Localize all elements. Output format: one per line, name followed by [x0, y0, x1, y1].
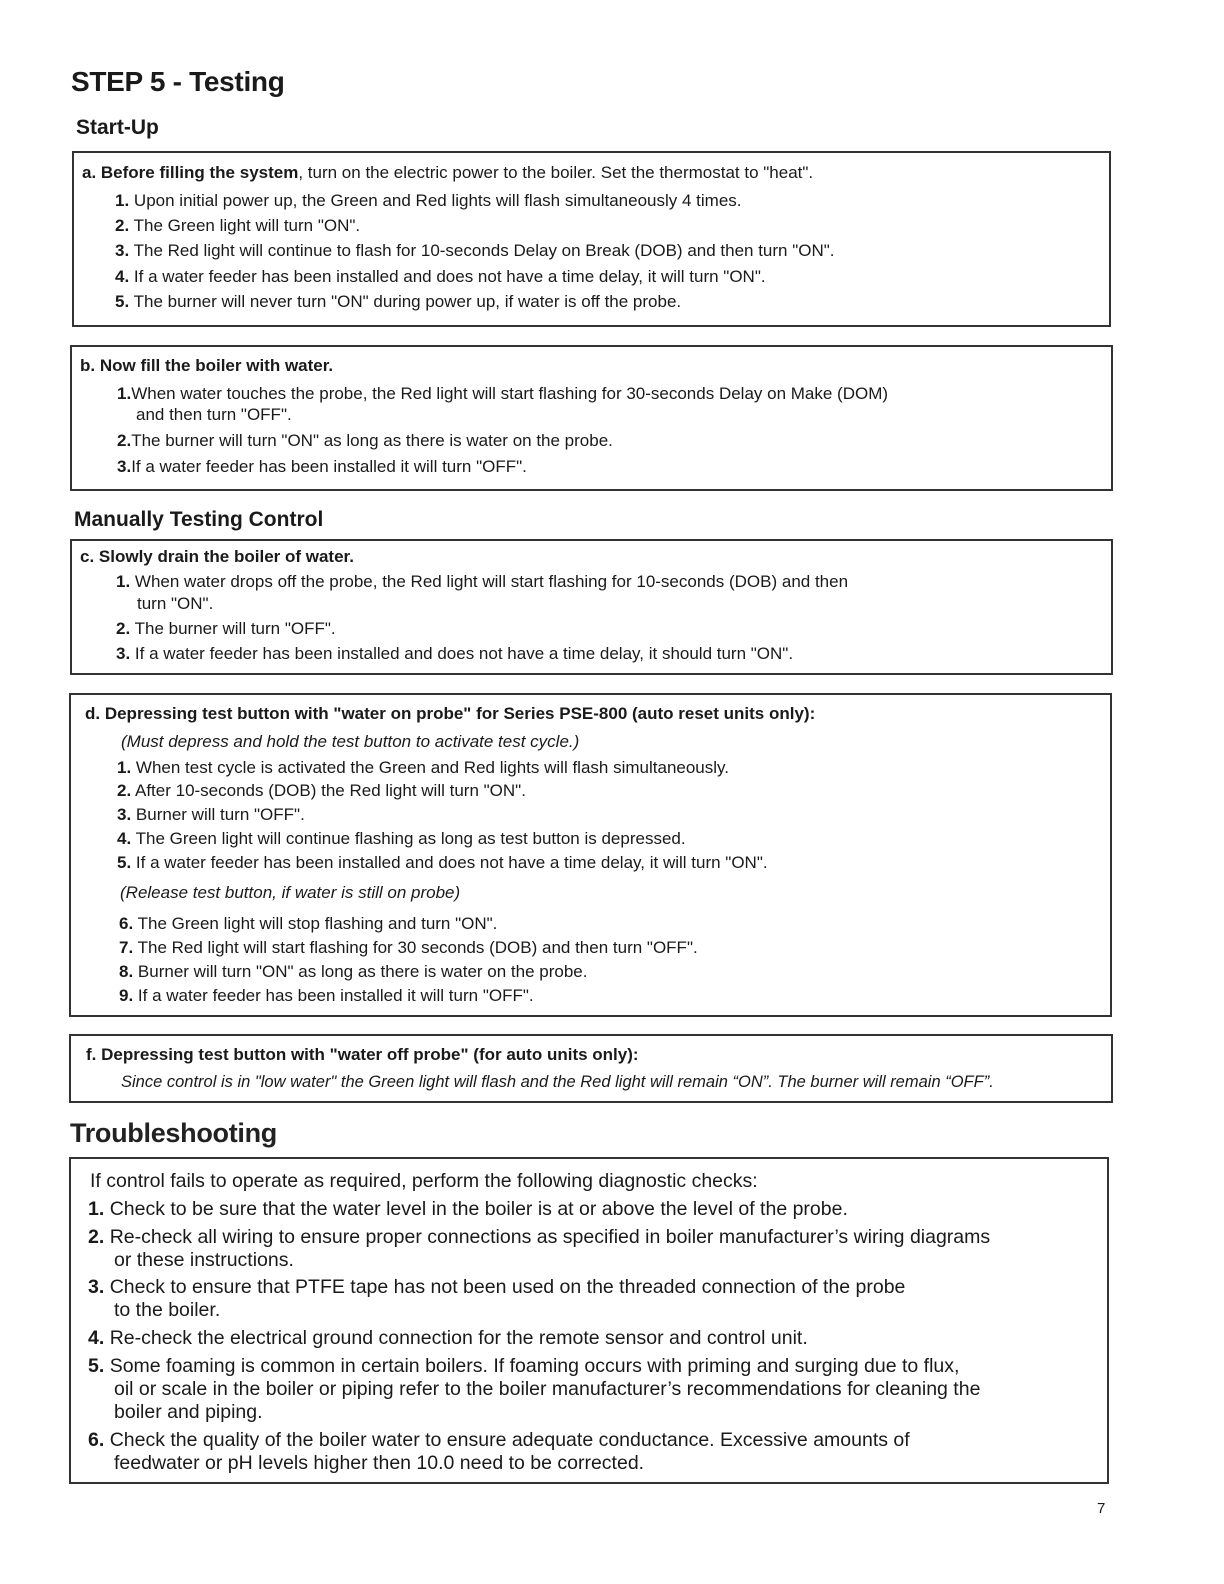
box-a-lead [82, 163, 813, 183]
list-item: 4. Re-check the electrical ground connection for the remote sensor and control unit. [88, 1327, 808, 1349]
list-item: 2. After 10-seconds (DOB) the Red light will turn "ON". [117, 781, 526, 800]
list-item: 5. If a water feeder has been installed and does not have a time delay, it will turn "ON". [117, 853, 768, 872]
list-item: 5. Some foaming is common in certain boilers. If foaming occurs with priming and surging due to flux, [88, 1355, 960, 1377]
list-item: 3. If a water feeder has been installed and does not have a time delay, it should turn "ON". [116, 644, 794, 663]
list-item: 2.The burner will turn "ON" as long as there is water on the probe. [117, 431, 613, 450]
list-item: 1. When test cycle is activated the Green and Red lights will flash simultaneously. [117, 758, 729, 777]
list-item: 2. The burner will turn "OFF". [116, 619, 336, 638]
box-c-heading: c. Slowly drain the boiler of water. [80, 547, 354, 566]
list-item: 6. The Green light will stop flashing and turn "ON". [119, 914, 498, 933]
troubleshooting-title: Troubleshooting [70, 1118, 277, 1148]
list-item: 3. The Red light will continue to flash for 10-seconds Delay on Break (DOB) and then turn "ON". [115, 241, 835, 260]
list-item: 2. The Green light will turn "ON". [115, 216, 361, 235]
box-a-lead-bold: a. Before filling the system [82, 163, 299, 182]
list-item: 9. If a water feeder has been installed it will turn "OFF". [119, 986, 534, 1005]
troubleshooting-intro: If control fails to operate as required, perform the following diagnostic checks: [90, 1170, 758, 1192]
box-d-note: (Release test button, if water is still on probe) [120, 883, 461, 902]
list-item: 3. Check to ensure that PTFE tape has not been used on the threaded connection of the probe [88, 1276, 906, 1298]
box-f-heading: f. Depressing test button with "water off probe" (for auto units only): [86, 1045, 639, 1064]
list-item: 3. Burner will turn "OFF". [117, 805, 305, 824]
list-item: 1. When water drops off the probe, the Red light will start flashing for 10-seconds (DOB) and then [116, 572, 849, 591]
list-item: 8. Burner will turn "ON" as long as there is water on the probe. [119, 962, 588, 981]
box-d-note: (Must depress and hold the test button to activate test cycle.) [121, 732, 580, 751]
list-item-continuation: oil or scale in the boiler or piping refer to the boiler manufacturer’s recommendations for cleaning the [114, 1378, 981, 1400]
startup-heading: Start-Up [76, 116, 159, 139]
list-item: 5. The burner will never turn "ON" during power up, if water is off the probe. [115, 292, 682, 311]
list-item: 4. The Green light will continue flashing as long as test button is depressed. [117, 829, 686, 848]
list-item: 4. If a water feeder has been installed and does not have a time delay, it will turn "ON". [115, 267, 766, 286]
list-item: 1.When water touches the probe, the Red light will start flashing for 30-seconds Delay on Make (DOM) [117, 384, 889, 403]
list-item-continuation: and then turn "OFF". [136, 405, 292, 424]
box-d-heading: d. Depressing test button with "water on probe" for Series PSE-800 (auto reset units only): [85, 704, 816, 723]
box-b-heading: b. Now fill the boiler with water. [80, 356, 334, 375]
list-item-continuation: to the boiler. [114, 1299, 221, 1321]
list-item-continuation: boiler and piping. [114, 1401, 263, 1423]
list-item: 6. Check the quality of the boiler water to ensure adequate conductance. Excessive amounts of [88, 1429, 910, 1451]
page-title: STEP 5 - Testing [71, 66, 285, 97]
manual-testing-heading: Manually Testing Control [74, 508, 324, 531]
list-item-continuation: feedwater or pH levels higher then 10.0 need to be corrected. [114, 1452, 645, 1474]
list-item: 7. The Red light will start flashing for 30 seconds (DOB) and then turn "OFF". [119, 938, 698, 957]
list-item: 3.If a water feeder has been installed it will turn "OFF". [117, 457, 527, 476]
list-item: 1. Check to be sure that the water level in the boiler is at or above the level of the probe. [88, 1198, 848, 1220]
page-number: 7 [1097, 1500, 1106, 1517]
list-item-continuation: turn "ON". [137, 594, 214, 613]
box-a-lead-rest: , turn on the electric power to the boiler. Set the thermostat to "heat". [298, 163, 814, 182]
list-item: 1. Upon initial power up, the Green and Red lights will flash simultaneously 4 times. [115, 191, 742, 210]
list-item: 2. Re-check all wiring to ensure proper connections as specified in boiler manufacturer’s wiring diagrams [88, 1226, 991, 1248]
list-item-continuation: or these instructions. [114, 1249, 294, 1271]
box-f-text: Since control is in "low water" the Green light will flash and the Red light will remain “ON”. The burner will remain “OFF”. [121, 1073, 994, 1091]
